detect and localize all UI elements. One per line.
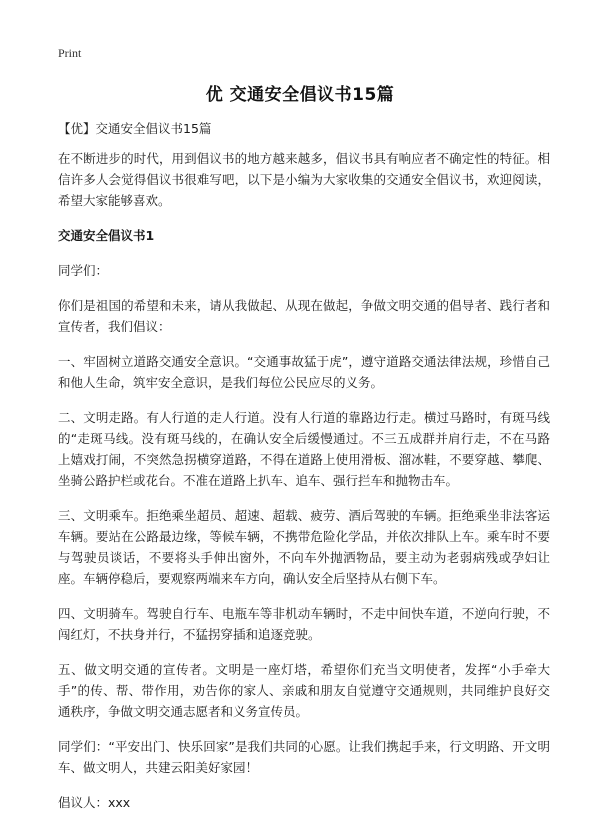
body-paragraph: 四、文明骑车。驾驶自行车、电瓶车等非机动车辆时，不走中间快车道，不逆向行驶，不闯红灯，不扶身并行，不猛拐穿插和追逐竞驶。 xyxy=(58,606,550,642)
document-subtitle: 【优】交通安全倡议书15篇 xyxy=(58,121,212,136)
body-paragraph: 一、牢固树立道路交通安全意识。“交通事故猛于虎”，遵守道路交通法律法规，珍惜自己和他人生命，筑牢安全意识，是我们每位公民应尽的义务。 xyxy=(58,354,550,390)
body-paragraph: 二、文明走路。有人行道的走人行道。没有人行道的靠路边行走。横过马路时，有斑马线的“走斑马线。没有斑马线的，在确认安全后缓慢通过。不三五成群并肩行走，不在马路上嬉戏打闹，不突然急拐横穿道路，不得在道路上使用滑板、溜冰鞋，不要穿越、攀爬、坐骑公路护栏或花台。不准在道路上扒车、追车、强行拦车和抛物击车。 xyxy=(58,410,550,488)
body-paragraph: 五、做文明交通的宣传者。文明是一座灯塔，希望你们充当文明使者，发挥“小手牵大手”的传、帮、带作用，劝告你的家人、亲戚和朋友自觉遵守交通规则，共同维护良好交通秩序，争做文明交通志愿者和义务宣传员。 xyxy=(58,662,550,719)
print-label[interactable]: Print xyxy=(58,46,82,60)
signature: 倡议人：xxx xyxy=(58,795,131,810)
section-heading: 交通安全倡议书1 xyxy=(58,228,155,243)
closing-paragraph: 同学们：“平安出门、快乐回家”是我们共同的心愿。让我们携起手来，行文明路、开文明车、做文明人，共建云阳美好家园！ xyxy=(58,739,550,775)
document-body xyxy=(58,118,550,827)
greeting: 同学们： xyxy=(58,263,109,278)
intro-paragraph: 在不断进步的时代，用到倡议书的地方越来越多，倡议书具有响应者不确定性的特征。相信许多人会觉得倡议书很难写吧，以下是小编为大家收集的交通安全倡议书，欢迎阅读，希望大家能够喜欢。 xyxy=(58,151,550,208)
body-paragraph: 三、文明乘车。拒绝乘坐超员、超速、超载、疲劳、酒后驾驶的车辆。拒绝乘坐非法客运车辆。要站在公路最边缘，等候车辆，不携带危险化学品，并依次排队上车。乘车时不要与驾驶员谈话，不要将头手伸出窗外，不向车外抛洒物品，要主动为老弱病残或孕妇让座。车辆停稳后，要观察两端来车方向，确认安全后坚持从右侧下车。 xyxy=(58,508,550,586)
body-paragraph: 你们是祖国的希望和未来，请从我做起、从现在做起，争做文明交通的倡导者、践行者和宣传者，我们倡议： xyxy=(58,298,550,334)
document-title: 优 交通安全倡议书15篇 xyxy=(205,85,395,105)
